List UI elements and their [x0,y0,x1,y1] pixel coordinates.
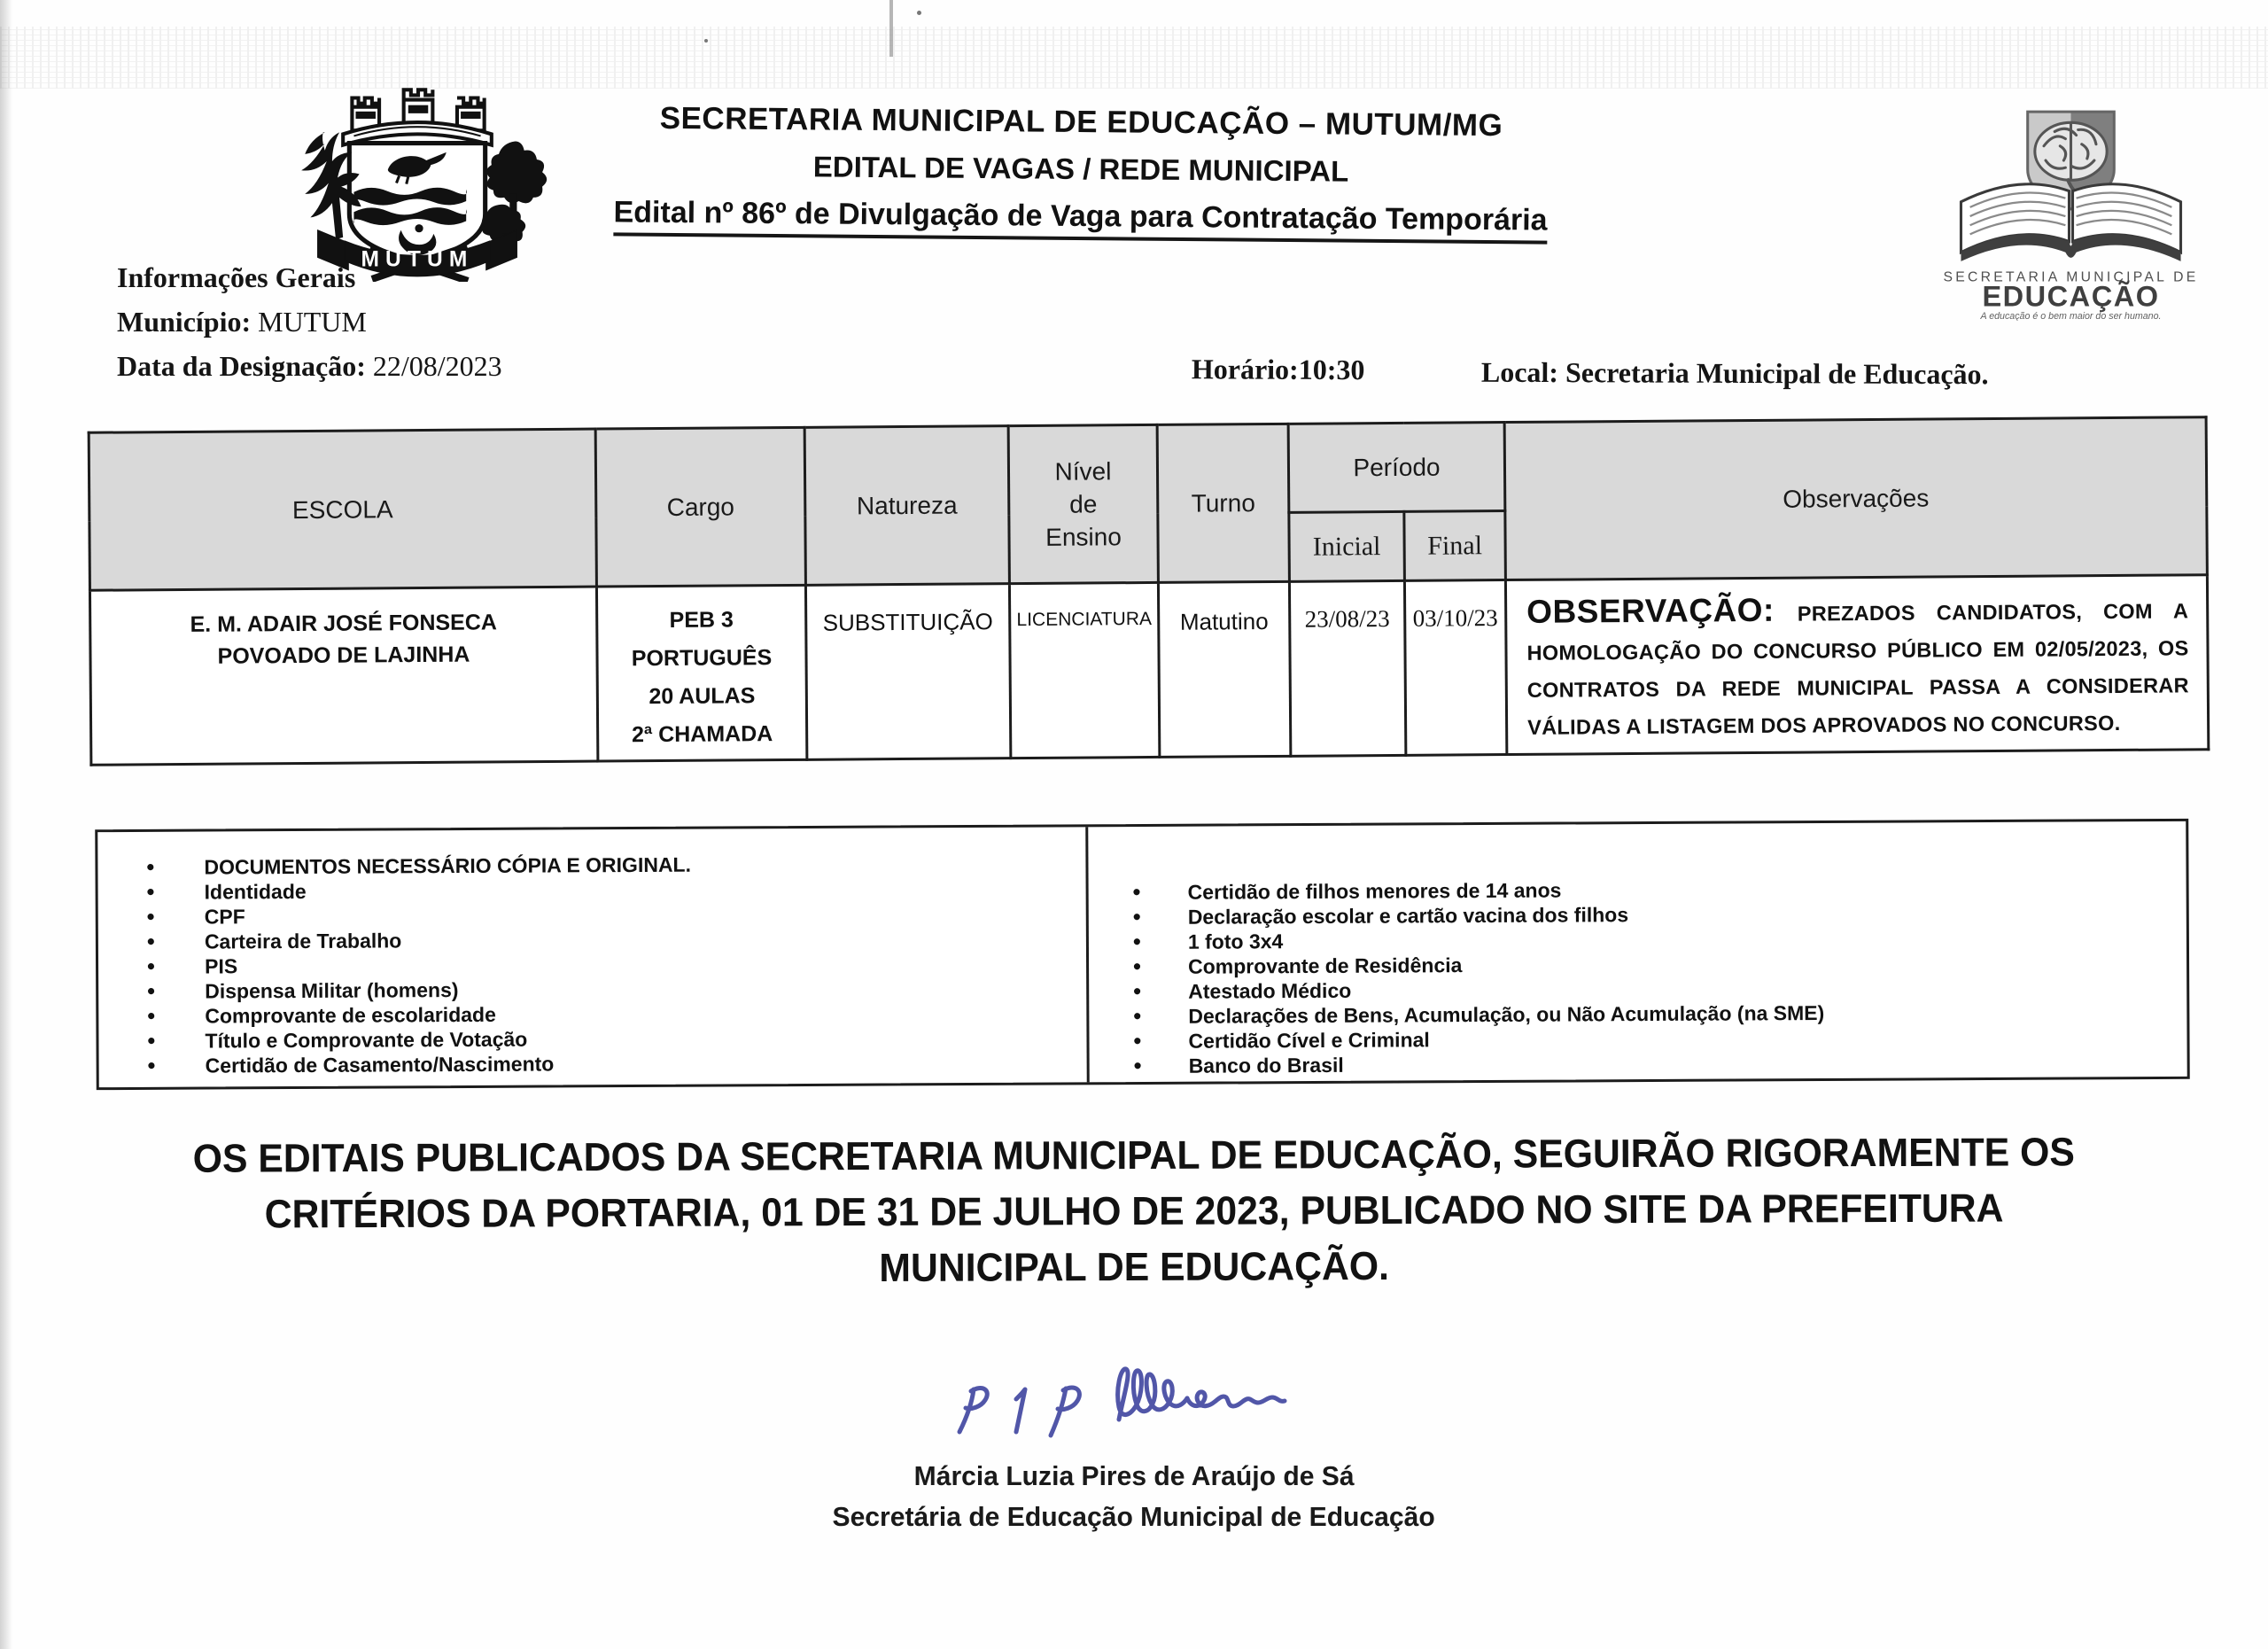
col-header-periodo: Período [1288,423,1505,513]
list-item: • Título e Comprovante de Votação [98,1023,1086,1054]
mutum-coat-of-arms-logo [276,78,558,282]
general-info-block [117,255,502,388]
header-title-line3: Edital nº 86º de Divulgação de Vaga para Contratação Temporária [613,195,1547,244]
notice-line3: MUNICIPAL DE EDUCAÇÃO. [879,1242,1390,1291]
signatory-name: Márcia Luzia Pires de Araújo de Sá [913,1460,1355,1491]
municipio-label: Município: [117,306,252,338]
row-periodo-final: 03/10/23 [1404,580,1506,756]
documents-right-column [1088,821,2186,1082]
col-header-final: Final [1404,511,1506,581]
list-item: • Declaração escolar e cartão vacina dos filhos [1089,899,2186,930]
list-item: • DOCUMENTOS NECESSÁRIO CÓPIA E ORIGINAL. [97,850,1085,880]
list-item: • Carteira de Trabalho [98,924,1086,954]
logo-line2: EDUCAÇÃO [1982,280,2160,313]
header-title-line1: SECRETARIA MUNICIPAL DE EDUCAÇÃO – MUTUM/MG [659,100,1503,144]
list-item: • 1 foto 3x4 [1089,924,2186,954]
info-section-title: Informações Gerais [117,261,356,293]
list-item: • Declarações de Bens, Acumulação, ou Não Acumulação (na SME) [1089,999,2186,1029]
coat-of-arms-icon [276,78,558,282]
nivel-line2: de [1069,490,1098,518]
notice-line2: CRITÉRIOS DA PORTARIA, 01 DE 31 DE JULHO DE 2023, PUBLICADO NO SITE DA PREFEITURA [264,1185,2004,1237]
list-item: • Comprovante de Residência [1089,949,2186,979]
list-item: • Certidão de Casamento/Nascimento [99,1048,1087,1078]
documents-left-list [97,827,1086,1078]
education-secretariat-logo [1936,105,2206,321]
row-escola [89,587,597,765]
list-item: • CPF [98,899,1086,930]
col-header-escola: ESCOLA [89,429,596,590]
header-title-line2: EDITAL DE VAGAS / REDE MUNICIPAL [812,150,1349,188]
data-designacao-value: 22/08/2023 [372,350,502,382]
observacao-title: OBSERVAÇÃO: [1526,591,1775,630]
row-turno: Matutino [1158,581,1290,757]
signature-ink-icon [917,1363,1298,1474]
list-item: • Atestado Médico [1089,974,2186,1004]
notice-line1: OS EDITAIS PUBLICADOS DA SECRETARIA MUNICIPAL DE EDUCAÇÃO, SEGUIRÃO RIGORAMENTE OS [192,1129,2075,1181]
row-cargo [596,585,806,761]
data-designacao-label: Data da Designação: [117,350,366,382]
documents-left-column [97,827,1089,1087]
nivel-line1: Nível [1054,457,1112,486]
handwritten-signature [917,1363,1298,1474]
list-item: • Dispensa Militar (homens) [98,974,1086,1004]
row-observacao [1505,575,2208,755]
publication-notice [0,1124,2268,1299]
scan-speck [704,39,708,43]
row-natureza: SUBSTITUIÇÃO [805,584,1010,760]
list-item: • Banco do Brasil [1090,1048,2187,1078]
row-periodo-inicial: 23/08/23 [1289,580,1405,756]
col-header-natureza: Natureza [804,426,1009,586]
documents-right-list [1088,821,2186,1078]
col-header-turno: Turno [1157,424,1289,582]
scan-edge-shadow [0,0,12,1649]
col-header-nivel-ensino [1008,424,1158,583]
col-header-observacoes: Observações [1504,417,2207,580]
education-logo-icon [1936,105,2206,321]
document-header [548,100,1612,245]
list-item: • Comprovante de escolaridade [98,999,1086,1029]
local-value: Local: Secretaria Municipal de Educação. [1480,355,1989,391]
cargo-line1: PEB 3 PORTUGUÊS [631,607,773,672]
coat-banner-text: MUTUM [361,247,474,272]
scan-crease-mark [889,0,893,57]
list-item: • PIS [98,949,1086,979]
horario-value: Horário:10:30 [1191,353,1365,386]
info-municipio [117,299,502,344]
list-item: • Identidade [98,875,1086,905]
logo-line1: SECRETARIA MUNICIPAL DE [1943,269,2199,285]
observacao-body: PREZADOS CANDIDATOS, COM A HOMOLOGAÇÃO DO CONCURSO PÚBLICO EM 02/05/2023, OS CONTRATOS DA REDE MUNICIPAL PASSA A CONSIDERAR VÁLIDAS A LISTAGEM DOS APROVADOS NO CONCURSO. [1526,599,2189,739]
col-header-cargo: Cargo [595,427,805,587]
vacancy-table [88,416,2210,766]
cargo-line2: 20 AULAS [649,683,756,710]
signatory-role: Secretária de Educação Municipal de Educação [832,1501,1436,1532]
logo-tagline: A educação é o bem maior do ser humano. [1980,310,2162,321]
required-documents-box [95,819,2190,1090]
municipio-value: MUTUM [258,306,367,338]
escola-line2: POVOADO DE LAJINHA [217,642,470,669]
info-data-designacao [117,344,502,388]
row-nivel-ensino: LICENCIATURA [1009,582,1159,758]
cargo-line3: 2ª CHAMADA [631,721,773,748]
col-header-inicial: Inicial [1289,511,1405,581]
list-item: • Certidão de filhos menores de 14 anos [1089,875,2186,905]
escola-line1: E. M. ADAIR JOSÉ FONSECA [190,610,498,637]
scan-speck [917,11,921,15]
list-item: • Certidão Cível e Criminal [1089,1023,2186,1054]
nivel-line3: Ensino [1045,523,1122,551]
